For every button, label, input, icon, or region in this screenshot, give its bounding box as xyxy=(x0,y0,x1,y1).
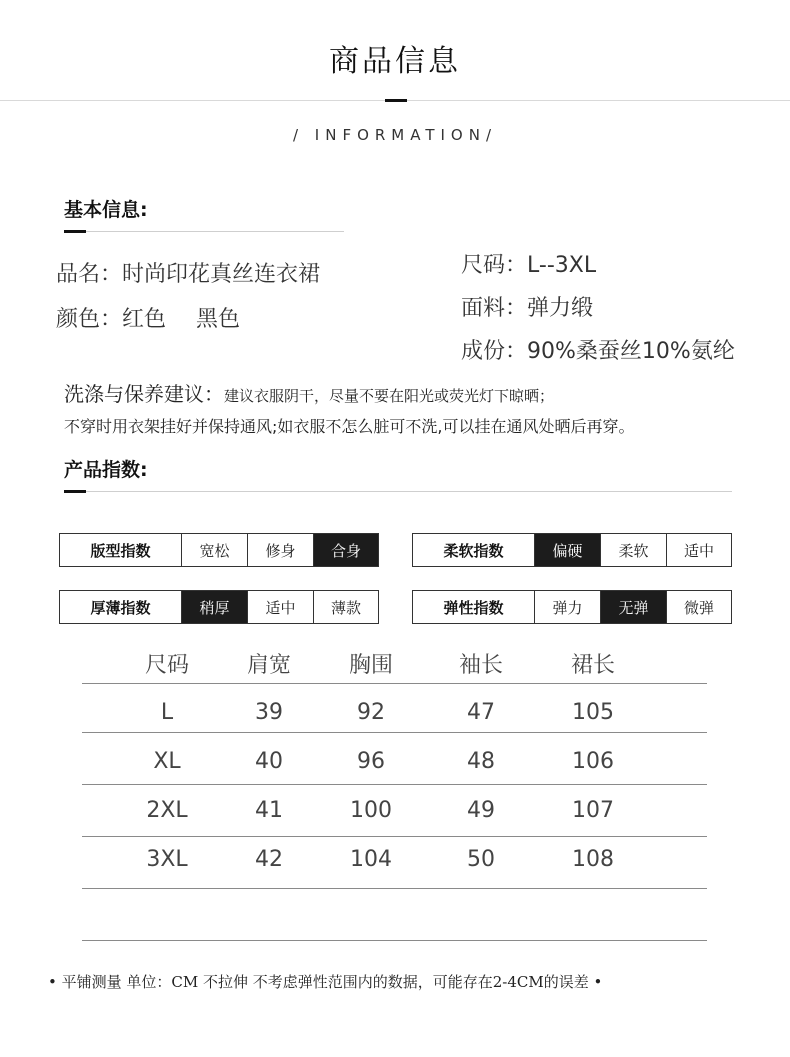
size-table-cell: XL xyxy=(153,749,181,774)
size-table-cell: 3XL xyxy=(146,847,188,872)
product-name-label: 品名： xyxy=(56,262,123,287)
product-fabric-label: 面料： xyxy=(461,296,528,321)
index-thickness-label: 厚薄指数 xyxy=(90,598,151,617)
size-table-header: 尺码 xyxy=(144,653,189,678)
index-fit-option: 宽松 xyxy=(181,534,247,566)
index-fit-option: 修身 xyxy=(247,534,313,566)
product-color-value: 红色 xyxy=(122,307,167,332)
size-table-cell: 40 xyxy=(255,749,283,774)
index-elasticity-option-selected: 无弹 xyxy=(600,591,666,623)
index-softness-option: 适中 xyxy=(666,534,731,566)
index-thickness xyxy=(59,590,379,624)
size-table-cell: 41 xyxy=(255,798,283,823)
title-accent-dash xyxy=(385,99,407,102)
product-color-value: 黑色 xyxy=(196,307,241,332)
basic-info-accent-dash xyxy=(64,230,86,233)
size-table-cell: 39 xyxy=(255,700,283,725)
size-table-cell: 47 xyxy=(467,700,495,725)
page-subtitle: / INFORMATION/ xyxy=(292,126,498,144)
index-thickness-option-selected: 稍厚 xyxy=(181,591,247,623)
size-table-cell: 2XL xyxy=(146,798,188,823)
care-advice-title: 洗涤与保养建议： xyxy=(64,382,224,406)
page-title: 商品信息 xyxy=(329,44,461,79)
size-table-cell: 107 xyxy=(572,798,614,823)
care-advice-line1 xyxy=(64,378,554,407)
index-elasticity-label: 弹性指数 xyxy=(443,598,504,617)
basic-info-divider xyxy=(64,231,344,232)
index-thickness-option: 薄款 xyxy=(313,591,378,623)
size-table-divider xyxy=(82,836,707,837)
product-composition-value: 90%桑蚕丝10%氨纶 xyxy=(527,339,735,364)
size-table-divider xyxy=(82,940,707,941)
product-index-accent-dash xyxy=(64,490,86,493)
size-table-cell: 108 xyxy=(572,847,614,872)
index-softness xyxy=(412,533,732,567)
size-table-header: 肩宽 xyxy=(246,653,291,678)
size-table-cell: 104 xyxy=(350,847,392,872)
product-name-value: 时尚印花真丝连衣裙 xyxy=(122,262,321,287)
product-index-divider xyxy=(64,491,732,492)
size-table-cell: L xyxy=(160,700,174,725)
size-table-cell: 100 xyxy=(350,798,392,823)
size-table-cell: 92 xyxy=(357,700,385,725)
index-softness-option-selected: 偏硬 xyxy=(534,534,600,566)
product-color-label: 颜色： xyxy=(56,307,123,332)
care-advice-text: 建议衣服阴干，尽量不要在阳光或荧光灯下晾晒； xyxy=(224,387,555,405)
product-composition-label: 成份： xyxy=(461,339,528,364)
basic-info-heading: 基本信息: xyxy=(64,199,148,221)
product-fabric-row xyxy=(461,291,593,322)
product-size-label: 尺码： xyxy=(461,253,528,278)
size-table-header: 袖长 xyxy=(458,653,503,678)
index-softness-option: 柔软 xyxy=(600,534,666,566)
product-color-row xyxy=(56,302,240,333)
index-elasticity-option: 微弹 xyxy=(666,591,731,623)
size-table-cell: 48 xyxy=(467,749,495,774)
size-table-header: 裙长 xyxy=(570,653,615,678)
size-table-header: 胸围 xyxy=(348,653,393,678)
measurement-footnote: • 平铺测量 单位：CM 不拉伸 不考虑弹性范围内的数据，可能存在2-4CM的误差 • xyxy=(48,973,603,991)
size-table-divider xyxy=(82,732,707,733)
index-fit-option-selected: 合身 xyxy=(313,534,378,566)
size-table-divider xyxy=(82,784,707,785)
index-elasticity xyxy=(412,590,732,624)
size-table-cell: 106 xyxy=(572,749,614,774)
product-size-row xyxy=(461,248,596,279)
product-index-heading: 产品指数: xyxy=(64,459,148,481)
size-table-cell: 96 xyxy=(357,749,385,774)
product-fabric-value: 弹力缎 xyxy=(527,296,594,321)
index-fit xyxy=(59,533,379,567)
size-table-cell: 105 xyxy=(572,700,614,725)
index-elasticity-option: 弹力 xyxy=(534,591,600,623)
care-advice-line2: 不穿时用衣架挂好并保持通风;如衣服不怎么脏可不洗,可以挂在通风处晒后再穿。 xyxy=(64,417,635,436)
product-name-row xyxy=(56,257,320,288)
product-size-value: L--3XL xyxy=(527,253,597,278)
size-table-divider xyxy=(82,683,707,684)
size-table-cell: 50 xyxy=(467,847,495,872)
size-table-cell: 42 xyxy=(255,847,283,872)
size-table-cell: 49 xyxy=(467,798,495,823)
index-fit-label: 版型指数 xyxy=(90,541,151,560)
index-softness-label: 柔软指数 xyxy=(443,541,504,560)
index-thickness-option: 适中 xyxy=(247,591,313,623)
product-composition-row xyxy=(461,334,735,365)
size-table-divider xyxy=(82,888,707,889)
